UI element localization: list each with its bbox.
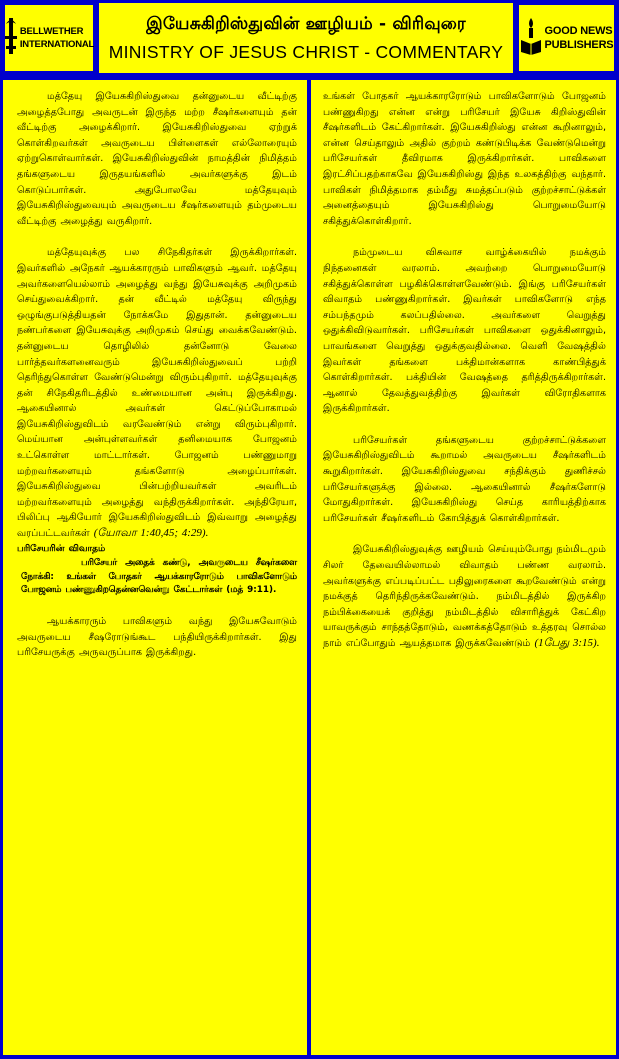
left-paragraph-2-text: மத்தேயுவுக்கு பல சிநேகிதர்கள் இருக்கிறார்கள். இவர்களில் அநேகர் ஆயக்காரரும் பாவிகளும் ஆவர். மத்தேயு அவர்களையெல்லாம் அழைத்து வந்து இயேசுவுக்கு அறிமுகம் செய்துவைக்கிறார். தன் வீட்டில் மத்தேயு விருந்து ஒழுங்குபடுத்தியதன் நோக்கமே இதுதான். தன்னுடைய நண்பர்களை இயேசுவுக்கு அறிமுகம் செய்து வைக்கவேண்டும். தன்னுடைய தொழிலில் தன்னோடு வேலை பார்த்தவர்களனைவரும் இயேசுகிறிஸ்துவைப் பற்றி தெரிந்துகொள்ள வேண்டுமென்று விரும்புகிறார். மத்தேயுவுக்கு தன் சிநேகிதரிடத்தில் உண்மையான அன்பு இருக்கிறது. ஆகையினால் அவர்கள் கெட்டுப்போகாமல் இயேசுகிறிஸ்துவிடம் வரவேண்டும் என்று விரும்புகிறார். மெய்யான அன்புள்ளவர்கள் தனிமையாக போஜனம் உட்கொள்ள மாட்டார்கள். போஜனம் பண்ணுமாறு மற்றவர்களையும் தங்களோடு அழைப்பார்கள். இயேசுகிறிஸ்துவை பின்பற்றியவர்கள் அவரிடம் மற்றவர்களையும் அழைத்து வந்திருக்கிறார்கள். அந்திரேயா, பிலிப்பு ஆகியோர் இயேசுகிறிஸ்துவிடம் இவ்வாறு அழைத்து வரப்பட்டவர்கள் — [17, 247, 297, 540]
bellwether-line2: INTERNATIONAL — [19, 39, 95, 50]
right-paragraph-4 — [323, 542, 606, 651]
right-paragraph-2: நம்முடைய விசுவாச வாழ்க்கையில் நமக்கும் நிந்தனைகள் வரலாம். அவற்றை பொறுமையோடு சகித்துக்கொள்ள பழகிக்கொள்ளவேண்டும். இங்கு பரிசேயர்கள் விவாதம் பண்ணுகிறார்கள். இவர்கள் பாவிகளோடு எந்த சம்பந்தமும் கலப்பதில்லை. அவர்களை வெறுத்து ஒதுக்கிவிடுவார்கள். பரிசேயர்கள் பாவிகளை ஒதுக்கினாலும், பாவங்களை வெறுத்து ஒதுக்குவதில்லை. வெளி வேஷத்தில் இவர்கள் தங்களை பக்திமான்களாக காண்பித்துக் கொள்கிறார்கள். பக்தியின் வேஷத்தை தரித்திருக்கிறார்கள். ஆனால் தேவத்துவத்திற்கு இவர்கள் விரோதிகளாக இருக்கிறார்கள். — [323, 247, 606, 415]
left-paragraph-1: மத்தேயு இயேசுகிறிஸ்துவை தன்னுடைய வீட்டிற்கு அழைத்தபோது அவருடன் இருந்த மற்ற சீஷர்களையும் தன் வீட்டிற்கு அழைக்கிறார். இயேசுகிறிஸ்துவை ஏற்றுக் கொள்கிறவர்கள் அவருடைய பிள்ளைகள் எல்லோரையும் ஏற்றுகொள்வார்கள். இயேசுகிறிஸ்துவின் நாமத்தின் நிமித்தம் தங்களுடைய இருதயங்களில் அவர்களுக்கு இடம் கொடுப்பார்கள். அதுபோலவே மத்தேயுவும் இயேசுகிறிஸ்துவையும் அவருடைய சீஷர்களையும் தம்முடைய வீட்டிற்கு அழைத்து வருகிறார். — [17, 91, 297, 227]
left-paragraph-3: ஆயக்காரரும் பாவிகளும் வந்து இயேசுவோடும் அவருடைய சீஷரோடுங்கூட பந்தியிருக்கிறார்கள். இது பரிசேயருக்கு அருவருப்பாக இருக்கிறது. — [17, 616, 297, 659]
good-news-line1: GOOD NEWS — [544, 25, 613, 37]
bellwether-logo — [3, 3, 95, 73]
bellwether-ram-icon — [4, 16, 18, 60]
left-paragraph-2 — [17, 245, 297, 541]
good-news-line2: PUBLISHERS — [544, 39, 614, 51]
right-paragraph-4-text: இயேசுகிறிஸ்துவுக்கு ஊழியம் செய்யும்போது நம்மிடமும் சிலர் தேவையில்லாமல் விவாதம் பண்ண வரலாம். அவர்களுக்கு எப்படிப்பட்ட பதிலுரைகளை கூறவேண்டும் என்று நமக்குத் தெரிந்திருக்கவேண்டும். நம்மிடத்தில் இருக்கிற நம்பிக்கையைக் குறித்து நம்மிடத்தில் விசாரித்துக் கேட்கிற யாவருக்கும் சாந்தத்தோடும், வணக்கத்தோடும் உத்தரவு சொல்ல நாம் எப்போதும் ஆயத்தமாக இருக்கவேண்டும் — [323, 544, 606, 649]
book-lamp-icon — [520, 16, 542, 60]
title-tamil: இயேசுகிறிஸ்துவின் ஊழியம் - விரிவுரை — [146, 13, 466, 34]
right-paragraph-1: உங்கள் போதகர் ஆயக்காரரோடும் பாவிகளோடும் போஜனம் பண்ணுகிறது என்ன என்று பரிசேயர் இயேசு கிறிஸ்துவின் சீஷர்களிடம் கேட்கிறார்கள். இயேசுகிறிஸ்து என்ன கூறினாலும், என்ன செய்தாலும் அதில் குற்றம் கண்டுபிடிக்க வேண்டுமென்று பரிசேயர்கள் தீவிரமாக இருக்கிறார்கள். பாவிகளை இரட்சிப்பதற்காகவே இயேசுகிறிஸ்து இந்த உலகத்திற்கு வந்தார். பாவிகள் நிமித்தமாக தம்மீது சுமத்தப்படும் குற்றச்சாட்டுக்கள் அனைத்தையும் இயேசுகிறிஸ்து பொறுமையோடு சகித்துக்கொள்கிறார். — [323, 91, 606, 227]
good-news-logo — [517, 3, 616, 73]
right-column — [311, 80, 616, 1055]
section-subheading: பரிசேயரின் விவாதம் — [17, 543, 106, 554]
page-title — [99, 3, 513, 73]
title-english: MINISTRY OF JESUS CHRIST - COMMENTARY — [108, 41, 504, 62]
bellwether-line1: BELLWETHER — [19, 26, 84, 37]
scripture-quote: பரிசேயர் அதைக் கண்டு, அவருடைய சீஷர்களை நோக்கி: உங்கள் போதகர் ஆயக்காரரோடும் பாவிகளோடும் போஜனம் பண்ணுகிறதென்னவென்று கேட்டார்கள் (மத் 9:11). — [21, 558, 297, 596]
left-paragraph-2-reference: (யோவா 1:40,45; 4:29). — [93, 527, 209, 540]
right-paragraph-4-reference: (1பேது 3:15). — [534, 637, 600, 649]
left-column — [3, 80, 307, 1055]
right-paragraph-3: பரிசேயர்கள் தங்களுடைய குற்றச்சாட்டுக்களை இயேசுகிறிஸ்துவிடம் கூறாமல் அவருடைய சீஷர்களிடம் கூறுகிறார்கள். இயேசுகிறிஸ்துவை சந்திக்கும் துணிச்சல் பரிசேயர்களுக்கு இல்லை. ஆகையினால் சீஷர்களோடு மோதுகிறார்கள். இயேசுகிறிஸ்து செய்த காரியத்திற்காக பரிசேயர்கள் சீஷர்களிடம் கோபித்துக் கொள்கிறார்கள். — [323, 434, 606, 524]
